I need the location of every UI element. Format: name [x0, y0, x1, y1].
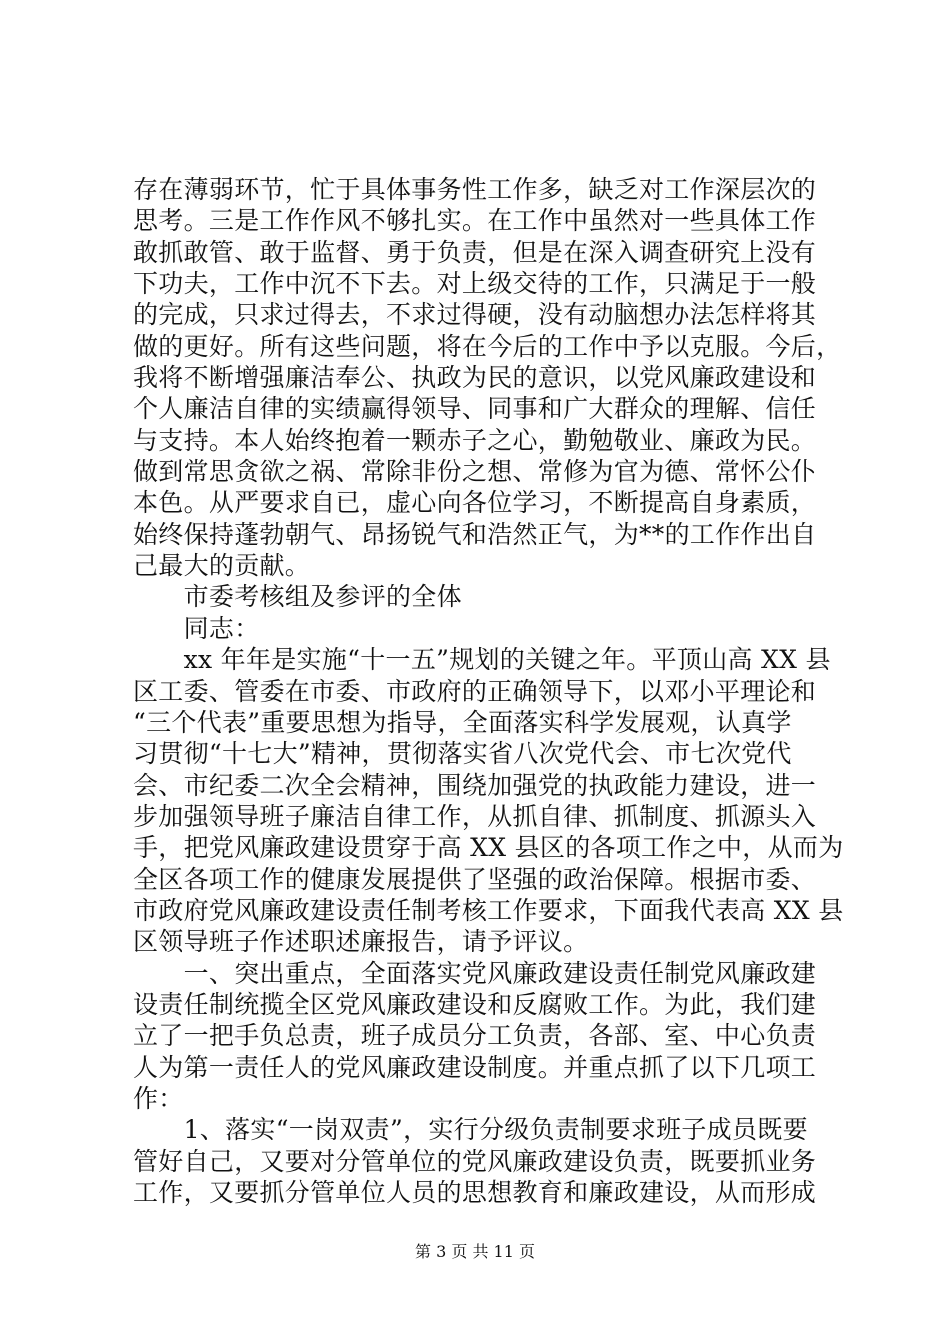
body-text-line: 1、落实“一岗双责”，实行分级负责制要求班子成员既要: [133, 1115, 808, 1144]
page-footer: 第 3 页 共 11 页: [415, 1242, 535, 1261]
body-text-line: xx 年年是实施“十一五”规划的关键之年。平顶山高 XX 县: [133, 645, 831, 674]
section-heading-line: 一、突出重点，全面落实党风廉政建设责任制党风廉政建: [133, 959, 817, 988]
body-text-line: 个人廉洁自律的实绩赢得领导、同事和广大群众的理解、信任: [133, 394, 817, 423]
body-text-line: 的完成，只求过得去，不求过得硬，没有动脑想办法怎样将其: [133, 300, 817, 329]
body-text-line: 做的更好。所有这些问题，将在今后的工作中予以克服。今后，: [133, 332, 842, 361]
body-text-line: 人为第一责任人的党风廉政建设制度。并重点抓了以下几项工: [133, 1053, 817, 1082]
body-text-line: 做到常思贪欲之祸、常除非份之想、常修为官为德、常怀公仆: [133, 457, 817, 486]
body-text-line: 与支持。本人始终抱着一颗赤子之心，勤勉敬业、廉政为民。: [133, 426, 817, 455]
body-text-line: 己最大的贡献。: [133, 551, 311, 580]
body-text-line: 市政府党风廉政建设责任制考核工作要求，下面我代表高 XX 县: [133, 896, 844, 925]
body-text-line: 步加强领导班子廉洁自律工作，从抓自律、抓制度、抓源头入: [133, 802, 817, 831]
body-text-line: 我将不断增强廉洁奉公、执政为民的意识，以党风廉政建设和: [133, 363, 817, 392]
body-text-line: 手，把党风廉政建设贯穿于高 XX 县区的各项工作之中，从而为: [133, 833, 844, 862]
body-text-line: 本色。从严要求自已，虚心向各位学习，不断提高自身素质，: [133, 488, 817, 517]
body-text-line: 设责任制统揽全区党风廉政建设和反腐败工作。为此，我们建: [133, 990, 817, 1019]
body-text-line: 管好自己，又要对分管单位的党风廉政建设负责，既要抓业务: [133, 1147, 817, 1176]
body-text-line: “三个代表”重要思想为指导，全面落实科学发展观，认真学: [133, 708, 792, 737]
body-text-line: 区领导班子作述职述廉报告，请予评议。: [133, 927, 589, 956]
salutation-line: 同志：: [133, 614, 260, 643]
body-text-line: 会、市纪委二次全会精神，围绕加强党的执政能力建设，进一: [133, 771, 817, 800]
body-text-line: 区工委、管委在市委、市政府的正确领导下，以邓小平理论和: [133, 677, 817, 706]
body-text-line: 思考。三是工作作风不够扎实。在工作中虽然对一些具体工作: [133, 206, 817, 235]
body-text-line: 全区各项工作的健康发展提供了坚强的政治保障。根据市委、: [133, 865, 817, 894]
body-text-line: 存在薄弱环节，忙于具体事务性工作多，缺乏对工作深层次的: [133, 175, 817, 204]
salutation-line: 市委考核组及参评的全体: [133, 582, 462, 611]
body-text-line: 立了一把手负总责，班子成员分工负责，各部、室、中心负责: [133, 1021, 817, 1050]
body-text-line: 始终保持蓬勃朝气、昂扬锐气和浩然正气，为**的工作作出自: [133, 520, 817, 549]
body-text-line: 作：: [133, 1084, 184, 1113]
body-text-line: 工作，又要抓分管单位人员的思想教育和廉政建设，从而形成: [133, 1178, 817, 1207]
body-text-line: 习贯彻“十七大”精神，贯彻落实省八次党代会、市七次党代: [133, 739, 792, 768]
body-text-line: 敢抓敢管、敢于监督、勇于负责，但是在深入调查研究上没有: [133, 238, 817, 267]
body-text-line: 下功夫，工作中沉不下去。对上级交待的工作，只满足于一般: [133, 269, 817, 298]
